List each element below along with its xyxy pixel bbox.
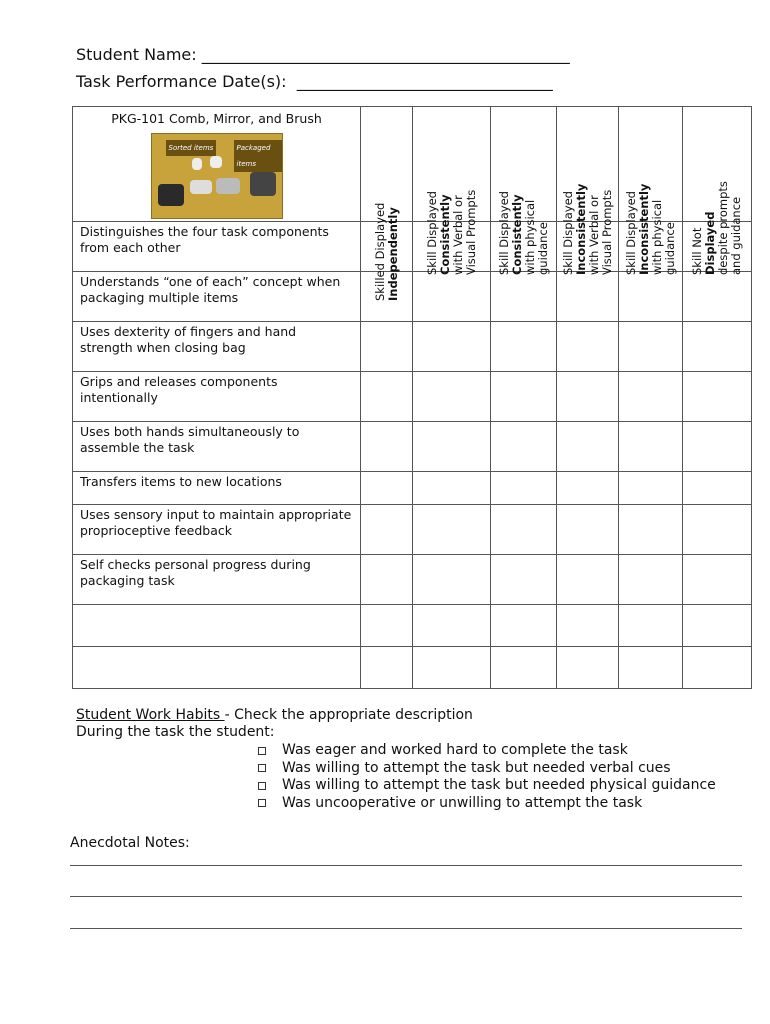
skill-description-text: assemble the task <box>80 440 195 455</box>
column-header-line: Inconsistently <box>636 183 651 275</box>
column-header-line: with physical <box>649 199 664 275</box>
column-header-text <box>691 165 743 275</box>
table-row <box>73 372 752 422</box>
rating-cell[interactable] <box>557 647 619 689</box>
work-habit-option-label: Was willing to attempt the task but needed verbal cues <box>282 759 671 776</box>
rating-cell[interactable] <box>683 472 752 505</box>
table-row <box>73 505 752 555</box>
student-name-field[interactable]: Student Name: ______________________________________________ <box>76 45 570 64</box>
rating-cell[interactable] <box>491 555 557 605</box>
notes-line[interactable] <box>70 896 742 897</box>
rating-cell[interactable] <box>361 555 413 605</box>
rating-cell[interactable] <box>683 372 752 422</box>
rating-cell[interactable] <box>683 555 752 605</box>
table-row <box>73 472 752 505</box>
skill-description-text: Uses both hands simultaneously to <box>80 424 300 439</box>
rating-cell[interactable] <box>491 272 557 322</box>
rating-cell[interactable] <box>557 605 619 647</box>
skills-table <box>72 106 752 689</box>
rating-cell[interactable] <box>683 647 752 689</box>
anecdotal-notes-label: Anecdotal Notes: <box>70 835 190 851</box>
rating-cell[interactable] <box>413 605 491 647</box>
column-header-3 <box>491 107 557 275</box>
rating-cell[interactable] <box>619 605 683 647</box>
rating-cell[interactable] <box>619 472 683 505</box>
work-habits-subtitle: During the task the student: <box>76 724 275 740</box>
work-habits-title: Student Work Habits <box>76 707 225 723</box>
skill-description-cell <box>73 272 361 322</box>
rating-cell[interactable] <box>413 505 491 555</box>
rating-cell[interactable] <box>491 472 557 505</box>
rating-cell[interactable] <box>413 322 491 372</box>
notes-line[interactable] <box>70 865 742 866</box>
column-header-line: with Verbal or <box>586 195 601 275</box>
column-header-line: Visual Prompts <box>463 189 478 275</box>
skill-description-cell <box>73 555 361 605</box>
column-header-line: Skill Displayed <box>496 191 511 275</box>
work-habits-section <box>76 707 473 741</box>
rating-cell[interactable] <box>557 555 619 605</box>
work-habit-option-label: Was uncooperative or unwilling to attempt the task <box>282 794 643 811</box>
rating-cell[interactable] <box>491 322 557 372</box>
column-header-1 <box>361 107 413 301</box>
rating-cell[interactable] <box>557 322 619 372</box>
notes-line[interactable] <box>70 928 742 929</box>
rating-cell[interactable] <box>619 272 683 322</box>
work-habit-option-label: Was willing to attempt the task but needed physical guidance <box>282 777 716 793</box>
skill-description-cell <box>73 505 361 555</box>
work-habits-options <box>258 742 716 812</box>
table-row <box>73 605 752 647</box>
task-dates-field[interactable]: Task Performance Date(s): ________________________________ <box>76 72 553 91</box>
rating-cell[interactable] <box>619 422 683 472</box>
rating-cell[interactable] <box>557 472 619 505</box>
rating-cell[interactable] <box>361 422 413 472</box>
column-header-line: Skill Not <box>690 227 704 275</box>
rating-cell[interactable] <box>413 272 491 322</box>
checkbox-icon[interactable] <box>258 782 266 790</box>
column-header-line: Consistently <box>509 194 524 275</box>
skill-description-text: packaging task <box>80 573 175 588</box>
skill-description-cell <box>73 322 361 372</box>
work-habit-option-label: Was eager and worked hard to complete the task <box>282 742 628 758</box>
column-header-line: Skilled Displayed <box>372 202 387 301</box>
skill-description-cell <box>73 422 361 472</box>
skill-description-cell <box>73 372 361 422</box>
rating-cell[interactable] <box>619 322 683 372</box>
rating-cell[interactable] <box>683 422 752 472</box>
rating-cell[interactable] <box>361 372 413 422</box>
skill-description-text: from each other <box>80 240 181 255</box>
column-header-text <box>426 165 478 275</box>
header-row <box>73 107 752 222</box>
rating-cell[interactable] <box>557 272 619 322</box>
table-row <box>73 647 752 689</box>
column-header-2 <box>413 107 491 275</box>
work-habit-option[interactable] <box>258 777 716 795</box>
skill-description-cell <box>73 647 361 689</box>
rating-cell[interactable] <box>361 647 413 689</box>
rating-cell[interactable] <box>557 505 619 555</box>
skill-description-text: Self checks personal progress during <box>80 557 311 572</box>
task-photo <box>151 133 283 219</box>
column-header-line: Displayed <box>703 211 717 275</box>
work-habit-option[interactable] <box>258 795 716 813</box>
rating-cell[interactable] <box>619 372 683 422</box>
rating-cell[interactable] <box>491 647 557 689</box>
skill-description-text: intentionally <box>80 390 158 405</box>
column-header-6 <box>683 107 752 275</box>
rating-cell[interactable] <box>361 505 413 555</box>
rating-cell[interactable] <box>683 505 752 555</box>
rating-cell[interactable] <box>683 272 752 322</box>
table-row <box>73 322 752 372</box>
column-header-line: Inconsistently <box>573 183 588 275</box>
column-header-5 <box>619 107 683 275</box>
checkbox-icon[interactable] <box>258 747 266 755</box>
column-header-line: Independently <box>385 207 400 301</box>
skill-description-text: strength when closing bag <box>80 340 246 355</box>
rating-cell[interactable] <box>361 322 413 372</box>
work-habit-option[interactable] <box>258 760 716 778</box>
skill-description-text: Transfers items to new locations <box>80 474 282 489</box>
column-header-text <box>374 191 400 301</box>
column-header-text <box>625 165 677 275</box>
rating-cell[interactable] <box>619 505 683 555</box>
rating-cell[interactable] <box>683 605 752 647</box>
rating-cell[interactable] <box>557 422 619 472</box>
column-header-line: despite prompts <box>716 181 730 275</box>
table-row <box>73 422 752 472</box>
checkbox-icon[interactable] <box>258 799 266 807</box>
column-header-line: and guidance <box>729 196 743 275</box>
table-row <box>73 272 752 322</box>
skill-description-text: Uses dexterity of fingers and hand <box>80 324 297 339</box>
photo-label-packaged: Packaged items <box>234 140 282 172</box>
column-header-line: with Verbal or <box>450 195 465 275</box>
rating-cell[interactable] <box>413 372 491 422</box>
work-habits-instruction: - Check the appropriate description <box>224 707 473 723</box>
checkbox-icon[interactable] <box>258 764 266 772</box>
skill-description-text: Uses sensory input to maintain appropriate <box>80 507 352 522</box>
rating-cell[interactable] <box>619 555 683 605</box>
skill-description-cell <box>73 222 361 272</box>
rating-cell[interactable] <box>619 647 683 689</box>
task-header-cell <box>73 107 361 222</box>
column-header-line: Skill Displayed <box>623 191 638 275</box>
skill-description-text: Distinguishes the four task components <box>80 224 329 239</box>
rating-cell[interactable] <box>491 422 557 472</box>
column-header-text <box>498 165 550 275</box>
work-habit-option[interactable] <box>258 742 716 760</box>
column-header-text <box>562 165 614 275</box>
rating-cell[interactable] <box>557 372 619 422</box>
skill-description-cell <box>73 605 361 647</box>
skill-description-text: proprioceptive feedback <box>80 523 232 538</box>
rating-cell[interactable] <box>413 555 491 605</box>
column-header-line: Skill Displayed <box>424 191 439 275</box>
rating-cell[interactable] <box>491 505 557 555</box>
rating-cell[interactable] <box>491 605 557 647</box>
skill-description-text: packaging multiple items <box>80 290 239 305</box>
rating-cell[interactable] <box>491 372 557 422</box>
column-header-line: with physical <box>522 199 537 275</box>
column-header-line: guidance <box>662 222 677 275</box>
column-header-line: Consistently <box>437 194 452 275</box>
column-header-line: Skill Displayed <box>560 191 575 275</box>
rating-cell[interactable] <box>361 605 413 647</box>
photo-label-sorted: Sorted items <box>166 140 217 156</box>
skill-description-cell <box>73 472 361 505</box>
rating-cell[interactable] <box>413 422 491 472</box>
table-row <box>73 555 752 605</box>
task-title: PKG-101 Comb, Mirror, and Brush <box>111 111 322 126</box>
column-header-line: Visual Prompts <box>599 189 614 275</box>
column-header-line: guidance <box>535 222 550 275</box>
skill-description-text: Grips and releases components <box>80 374 278 389</box>
skill-description-text: Understands “one of each” concept when <box>80 274 341 289</box>
rating-cell[interactable] <box>413 647 491 689</box>
rating-cell[interactable] <box>361 472 413 505</box>
rating-cell[interactable] <box>413 472 491 505</box>
rating-cell[interactable] <box>683 322 752 372</box>
column-header-4 <box>557 107 619 275</box>
